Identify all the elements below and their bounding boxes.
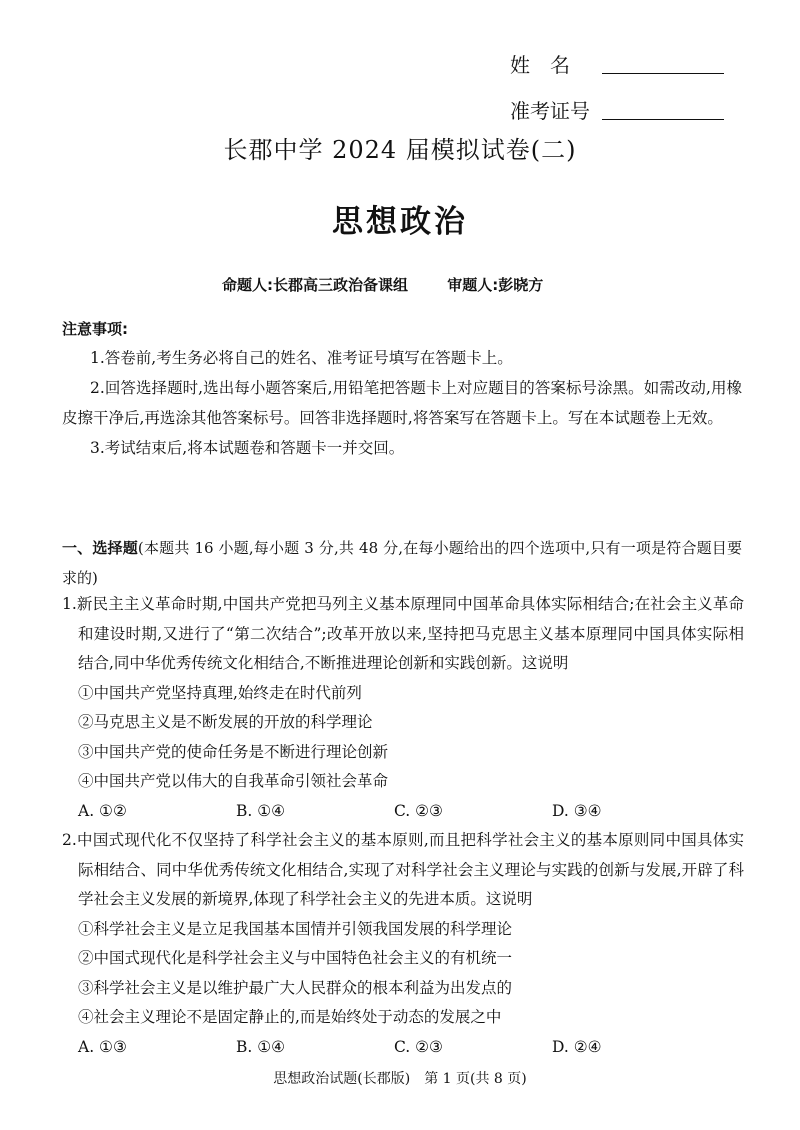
notice-title: 注意事项:: [62, 320, 128, 338]
answer-choices: [62, 1033, 744, 1063]
statement-option: ④社会主义理论不是固定静止的,而是始终处于动态的发展之中: [78, 1008, 502, 1026]
reviewer: 审题人:彭晓方: [447, 276, 544, 294]
question-stem: 1.新民主主义革命时期,中国共产党把马列主义基本原理同中国革命具体实际相结合;在社会主义革命和建设时期,又进行了“第二次结合”;改革开放以来,坚持把马克思主义基本原理同中国具体实际相结合,同中华优秀传统文化相结合,不断推进理论创新和实践创新。这说明: [62, 595, 744, 672]
authors: [222, 274, 577, 295]
statement-option: ③中国共产党的使命任务是不断进行理论创新: [78, 742, 389, 761]
id-row: [510, 84, 780, 124]
choice-d: D. ③④: [552, 801, 602, 820]
choice-a: A. ①②: [78, 801, 127, 820]
section-instructions: (本题共 16 小题,每小题 3 分,共 48 分,在每小题给出的四个选项中,只有一项是符合题目要求的): [62, 539, 742, 587]
statement-option: ③科学社会主义是以维护最广大人民群众的根本利益为出发点的: [78, 978, 513, 997]
candidate-info: [510, 38, 780, 130]
choice-c: C. ②③: [394, 1037, 443, 1056]
choice-b: B. ①④: [236, 1037, 286, 1056]
name-row: [510, 38, 780, 78]
question-list: [62, 590, 744, 1062]
name-label: 姓 名: [510, 53, 570, 77]
statement-option: ①中国共产党坚持真理,始终走在时代前列: [78, 683, 362, 702]
notice-item: 3.考试结束后,将本试题卷和答题卡一并交回。: [90, 439, 405, 457]
question: [62, 590, 744, 826]
statement-option: ②马克思主义是不断发展的开放的科学理论: [78, 713, 373, 731]
answer-choices: [62, 797, 744, 827]
notice-item: 2.回答选择题时,选出每小题答案后,用铅笔把答题卡上对应题目的答案标号涂黑。如需改动,用橡皮擦干净后,再选涂其他答案标号。回答非选择题时,将答案写在答题卡上。写在本试题卷上无效。: [62, 379, 742, 427]
choice-d: D. ②④: [552, 1037, 602, 1056]
section-title: 一、选择题: [62, 539, 138, 557]
notice-item: 1.答卷前,考生务必将自己的姓名、准考证号填写在答题卡上。: [90, 349, 513, 367]
section-heading: [62, 533, 742, 593]
choice-b: B. ①④: [236, 801, 286, 820]
page-footer: 思想政治试题(长郡版) 第 1 页(共 8 页): [273, 1071, 527, 1087]
choice-a: A. ①③: [78, 1037, 127, 1056]
subject-title: 思想政治: [332, 204, 468, 240]
statement-option: ①科学社会主义是立足我国基本国情并引领我国发展的科学理论: [78, 919, 513, 938]
statement-option: ④中国共产党以伟大的自我革命引领社会革命: [78, 772, 389, 790]
notice-list: [62, 343, 742, 463]
exam-title: 长郡中学 2024 届模拟试卷(二): [223, 136, 577, 164]
name-field[interactable]: [602, 52, 724, 74]
question-stem: 2.中国式现代化不仅坚持了科学社会主义的基本原则,而且把科学社会主义的基本原则同中国具体实际相结合、同中华优秀传统文化相结合,实现了对科学社会主义理论与实践的创新与发展,开辟了科学社会主义发展的新境界,体现了科学社会主义的先进本质。这说明: [62, 831, 744, 908]
statement-option: ②中国式现代化是科学社会主义与中国特色社会主义的有机统一: [78, 949, 513, 967]
id-label: 准考证号: [510, 99, 590, 123]
id-field[interactable]: [602, 98, 724, 120]
setter: 命题人:长郡高三政治备课组: [222, 276, 408, 294]
question: [62, 826, 744, 1062]
choice-c: C. ②③: [394, 801, 443, 820]
